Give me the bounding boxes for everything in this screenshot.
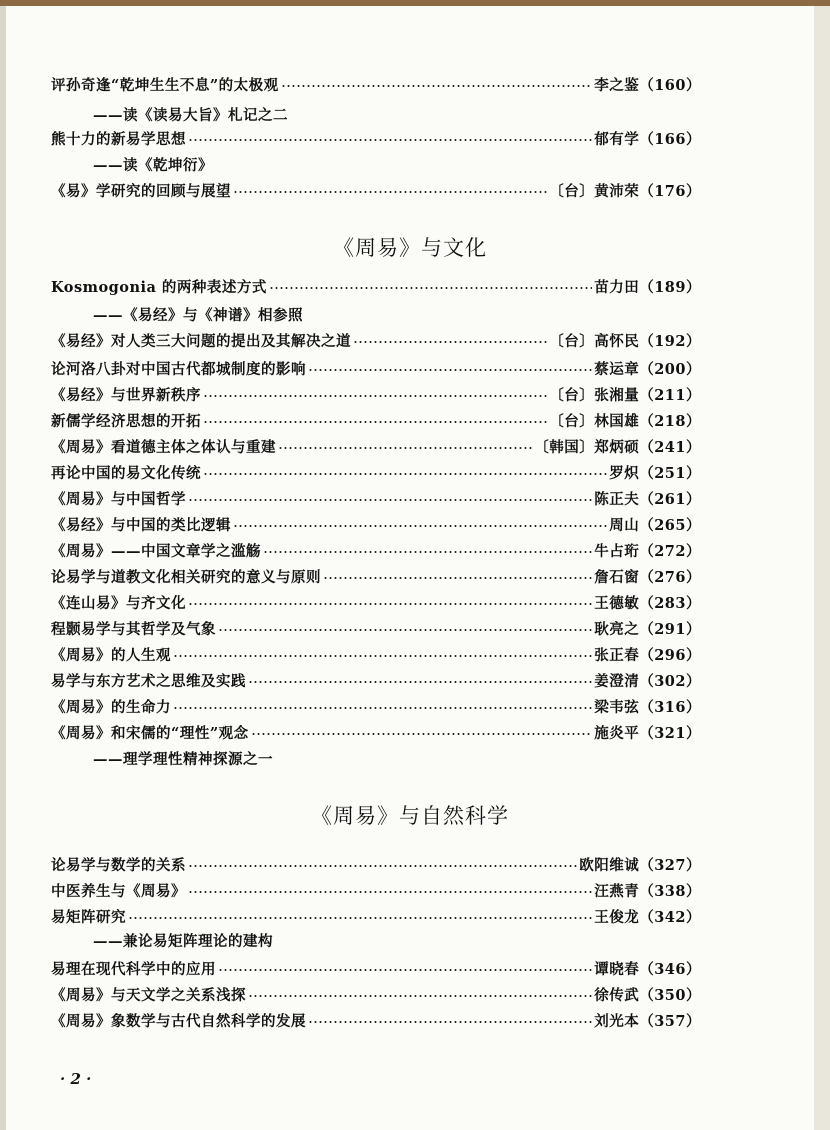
page-paren-open: （: [639, 360, 655, 378]
toc-entry: [51, 852, 701, 876]
toc-entry-author-page: [549, 180, 701, 201]
dot-leader: [203, 395, 547, 397]
toc-entry-page: 316: [654, 698, 686, 716]
toc-entry-title: 论易学与数学的关系: [51, 856, 186, 874]
toc-entry: [51, 382, 701, 406]
section-heading: 《周易》与自然科学: [311, 804, 509, 828]
dot-leader: [248, 995, 592, 997]
toc-subtitle: ——读《乾坤衍》: [93, 156, 213, 174]
page-paren-close: ）: [686, 646, 701, 664]
toc-entry-page: 211: [654, 386, 686, 404]
toc-entry-page: 327: [654, 856, 686, 874]
page-paren-close: ）: [686, 672, 701, 690]
toc-entry-author: 周山: [609, 516, 640, 534]
toc-entry-author: 郁有学: [594, 130, 640, 148]
toc-entry: [51, 72, 701, 96]
dot-leader: [188, 603, 592, 605]
page-paren-close: ）: [686, 438, 701, 456]
toc-subtitle: ——兼论易矩阵理论的建构: [93, 932, 273, 950]
toc-entry-title: Kosmogonia 的两种表述方式: [51, 278, 267, 296]
dot-leader: [188, 139, 592, 141]
page-paren-open: （: [639, 568, 655, 586]
page-paren-open: （: [639, 672, 655, 690]
toc-entry-title: 《周易》象数学与古代自然科学的发展: [51, 1012, 306, 1030]
toc-entry-author: 刘光本: [594, 1012, 640, 1030]
toc-entry-title: 程颢易学与其哲学及气象: [51, 620, 216, 638]
toc-entry-author: 梁韦弦: [594, 698, 640, 716]
dot-leader: [263, 551, 592, 553]
toc-entry: [51, 328, 701, 352]
toc-entry: [51, 274, 701, 298]
toc-entry: [51, 642, 701, 666]
toc-entry-author: 王德敏: [594, 594, 640, 612]
toc-entry-author-page: [594, 276, 701, 297]
toc-entry: [51, 408, 701, 432]
toc-entry-author: 施炎平: [594, 724, 640, 742]
page-paren-close: ）: [686, 594, 701, 612]
toc-entry-title: 《周易》与天文学之关系浅探: [51, 986, 246, 1004]
page-paren-close: ）: [686, 1012, 701, 1030]
toc-entry: [51, 590, 701, 614]
page-paren-close: ）: [686, 386, 701, 404]
toc-entry: [51, 486, 701, 510]
toc-entry: [51, 956, 701, 980]
page-paren-close: ）: [686, 542, 701, 560]
page-paren-open: （: [639, 646, 655, 664]
dot-leader: [308, 369, 592, 371]
page-number: · 2 ·: [60, 1070, 92, 1088]
page-paren-open: （: [639, 130, 655, 148]
page-paren-close: ）: [686, 960, 701, 978]
toc-entry-author-page: [594, 128, 701, 149]
toc-entry-page: 218: [654, 412, 686, 430]
page-paren-open: （: [639, 698, 655, 716]
toc-entry-page: 342: [654, 908, 686, 926]
page-paren-close: ）: [686, 182, 701, 200]
toc-entry: [51, 694, 701, 718]
toc-entry-page: 166: [654, 130, 686, 148]
toc-entry-page: 338: [654, 882, 686, 900]
page-paren-open: （: [639, 386, 655, 404]
page-paren-open: （: [639, 620, 655, 638]
page-paren-close: ）: [686, 464, 701, 482]
dot-leader: [251, 733, 593, 735]
toc-entry-author-page: [534, 436, 701, 457]
toc-entry-page: 296: [654, 646, 686, 664]
page-paren-open: （: [639, 278, 655, 296]
toc-entry-author-page: [594, 644, 701, 665]
toc-entry-author: 〔台〕黄沛荣: [549, 182, 640, 200]
page-paren-close: ）: [686, 986, 701, 1004]
dot-leader: [188, 499, 592, 501]
dot-leader: [269, 287, 592, 289]
toc-entry-title: 《周易》——中国文章学之滥觞: [51, 542, 261, 560]
page-paren-open: （: [639, 490, 655, 508]
toc-entry-author-page: [594, 566, 701, 587]
toc-entry-author: 蔡运章: [594, 360, 640, 378]
toc-entry-title: 《连山易》与齐文化: [51, 594, 186, 612]
page-paren-close: ）: [686, 76, 701, 94]
page-paren-open: （: [639, 438, 655, 456]
toc-entry: [51, 460, 701, 484]
page-paren-close: ）: [686, 908, 701, 926]
toc-entry-page: 272: [654, 542, 686, 560]
toc-entry-author-page: [594, 880, 701, 901]
toc-entry-author-page: [594, 358, 701, 379]
page-paren-close: ）: [686, 698, 701, 716]
toc-entry: [51, 878, 701, 902]
page-paren-open: （: [639, 516, 655, 534]
toc-entry-title: 中医养生与《周易》: [51, 882, 186, 900]
toc-entry-page: 176: [654, 182, 686, 200]
page-paren-open: （: [639, 882, 655, 900]
toc-entry-author-page: [594, 1010, 701, 1031]
toc-entry: [51, 434, 701, 458]
toc-entry-author-page: [594, 696, 701, 717]
toc-entry-title: 《周易》看道德主体之体认与重建: [51, 438, 276, 456]
toc-entry-title: 《易经》对人类三大问题的提出及其解决之道: [51, 332, 351, 350]
toc-entry-title: 再论中国的易文化传统: [51, 464, 201, 482]
toc-entry-title: 评孙奇逢“乾坤生生不息”的太极观: [51, 76, 279, 94]
toc-entry-page: 251: [654, 464, 686, 482]
toc-entry-title: 《周易》与中国哲学: [51, 490, 186, 508]
toc-entry-page: 241: [654, 438, 686, 456]
page-paren-close: ）: [686, 130, 701, 148]
toc-entry-title: 《易经》与中国的类比逻辑: [51, 516, 231, 534]
page-paren-open: （: [639, 1012, 655, 1030]
toc-subtitle: ——读《读易大旨》札记之二: [93, 106, 288, 124]
toc-entry-title: 易学与东方艺术之思维及实践: [51, 672, 246, 690]
toc-entry-author-page: [594, 670, 701, 691]
toc-entry-author: 陈正夫: [594, 490, 640, 508]
toc-entry-title: 《周易》的人生观: [51, 646, 171, 664]
toc-entry-author: 李之鉴: [594, 76, 640, 94]
toc-entry-title: 《周易》的生命力: [51, 698, 171, 716]
toc-entry-author: 苗力田: [594, 278, 640, 296]
toc-entry-page: 276: [654, 568, 686, 586]
toc-entry-author-page: [594, 592, 701, 613]
toc-entry-author-page: [594, 984, 701, 1005]
toc-entry: [51, 720, 701, 744]
page-paren-close: ）: [686, 882, 701, 900]
dot-leader: [203, 421, 547, 423]
page-paren-open: （: [639, 724, 655, 742]
page-paren-open: （: [639, 594, 655, 612]
page-paren-open: （: [639, 960, 655, 978]
dot-leader: [323, 577, 592, 579]
toc-entry-page: 261: [654, 490, 686, 508]
toc-entry-title: 《易》学研究的回顾与展望: [51, 182, 231, 200]
dot-leader: [248, 681, 592, 683]
dot-leader: [233, 525, 607, 527]
toc-entry-title: 论河洛八卦对中国古代都城制度的影响: [51, 360, 306, 378]
dot-leader: [173, 707, 592, 709]
page-paren-open: （: [639, 986, 655, 1004]
toc-entry-title: 论易学与道教文化相关研究的意义与原则: [51, 568, 321, 586]
dot-leader: [128, 917, 592, 919]
page-paren-open: （: [639, 542, 655, 560]
page-paren-close: ）: [686, 332, 701, 350]
toc-entry-title: 易矩阵研究: [51, 908, 126, 926]
page-paren-open: （: [639, 76, 655, 94]
toc-subtitle: ——理学理性精神探源之一: [93, 750, 273, 768]
toc-entry-author: 〔台〕高怀民: [549, 332, 640, 350]
toc-entry-title: 新儒学经济思想的开拓: [51, 412, 201, 430]
toc-entry-author: 汪燕青: [594, 882, 640, 900]
dot-leader: [218, 629, 592, 631]
dot-leader: [218, 969, 592, 971]
toc-entry-page: 189: [654, 278, 686, 296]
toc-entry-author-page: [594, 74, 701, 95]
toc-entry-author: 耿亮之: [594, 620, 640, 638]
toc-entry-page: 357: [654, 1012, 686, 1030]
toc-subtitle: ——《易经》与《神谱》相参照: [93, 306, 303, 324]
dot-leader: [281, 85, 593, 87]
toc-entry-author-page: [594, 958, 701, 979]
toc-entry-page: 350: [654, 986, 686, 1004]
toc-entry-author-page: [594, 722, 701, 743]
toc-entry: [51, 1008, 701, 1032]
page-paren-open: （: [639, 412, 655, 430]
toc-entry-title: 熊十力的新易学思想: [51, 130, 186, 148]
page-paren-close: ）: [686, 278, 701, 296]
toc-entry: [51, 564, 701, 588]
page-paren-close: ）: [686, 568, 701, 586]
toc-page: [6, 6, 814, 1130]
dot-leader: [233, 191, 547, 193]
page-paren-close: ）: [686, 724, 701, 742]
dot-leader: [278, 447, 532, 449]
toc-entry-author: 姜澄清: [594, 672, 640, 690]
toc-entry: [51, 512, 701, 536]
page-paren-close: ）: [686, 490, 701, 508]
toc-entry-page: 302: [654, 672, 686, 690]
toc-entry: [51, 668, 701, 692]
toc-entry: [51, 126, 701, 150]
toc-entry-page: 291: [654, 620, 686, 638]
toc-entry-author-page: [549, 410, 701, 431]
page-paren-open: （: [639, 908, 655, 926]
toc-entry-title: 易理在现代科学中的应用: [51, 960, 216, 978]
toc-entry-page: 200: [654, 360, 686, 378]
dot-leader: [203, 473, 607, 475]
toc-entry-page: 283: [654, 594, 686, 612]
toc-entry-author-page: [579, 854, 701, 875]
toc-entry-title: 《周易》和宋儒的“理性”观念: [51, 724, 249, 742]
toc-entry-author: 谭晓春: [594, 960, 640, 978]
toc-entry: [51, 178, 701, 202]
page-paren-close: ）: [686, 620, 701, 638]
page-paren-close: ）: [686, 412, 701, 430]
toc-entry: [51, 904, 701, 928]
scan-right-edge: [814, 6, 830, 1130]
toc-entry: [51, 356, 701, 380]
dot-leader: [308, 1021, 592, 1023]
toc-entry: [51, 538, 701, 562]
toc-entry-author: 徐传武: [594, 986, 640, 1004]
toc-entry-page: 192: [654, 332, 686, 350]
toc-entry-page: 160: [654, 76, 686, 94]
toc-entry-page: 321: [654, 724, 686, 742]
toc-entry-author: 〔台〕林国雄: [549, 412, 640, 430]
dot-leader: [353, 341, 547, 343]
page-paren-open: （: [639, 856, 655, 874]
page-paren-open: （: [639, 332, 655, 350]
toc-entry-author-page: [549, 330, 701, 351]
toc-entry-page: 346: [654, 960, 686, 978]
toc-entry-author: 欧阳维诚: [579, 856, 640, 874]
toc-entry-author: 詹石窗: [594, 568, 640, 586]
toc-entry-author: 〔台〕张湘量: [549, 386, 640, 404]
toc-entry-author: 〔韩国〕郑炳硕: [534, 438, 640, 456]
toc-entry-author: 罗炽: [609, 464, 640, 482]
dot-leader: [173, 655, 592, 657]
toc-entry-title: 《易经》与世界新秩序: [51, 386, 201, 404]
toc-entry-author-page: [609, 514, 701, 535]
section-heading: 《周易》与文化: [333, 236, 487, 260]
toc-entry-author-page: [594, 618, 701, 639]
dot-leader: [188, 891, 592, 893]
toc-entry-author-page: [609, 462, 701, 483]
toc-entry-author-page: [594, 906, 701, 927]
page-paren-open: （: [639, 182, 655, 200]
page-paren-open: （: [639, 464, 655, 482]
toc-entry-author-page: [594, 540, 701, 561]
toc-entry-author: 王俊龙: [594, 908, 640, 926]
page-paren-close: ）: [686, 516, 701, 534]
toc-entry-author-page: [594, 488, 701, 509]
toc-entry-author: 张正春: [594, 646, 640, 664]
toc-entry-author-page: [549, 384, 701, 405]
toc-entry: [51, 982, 701, 1006]
page-paren-close: ）: [686, 360, 701, 378]
toc-entry: [51, 616, 701, 640]
dot-leader: [188, 865, 577, 867]
toc-entry-author: 牛占珩: [594, 542, 640, 560]
toc-entry-page: 265: [654, 516, 686, 534]
page-paren-close: ）: [686, 856, 701, 874]
